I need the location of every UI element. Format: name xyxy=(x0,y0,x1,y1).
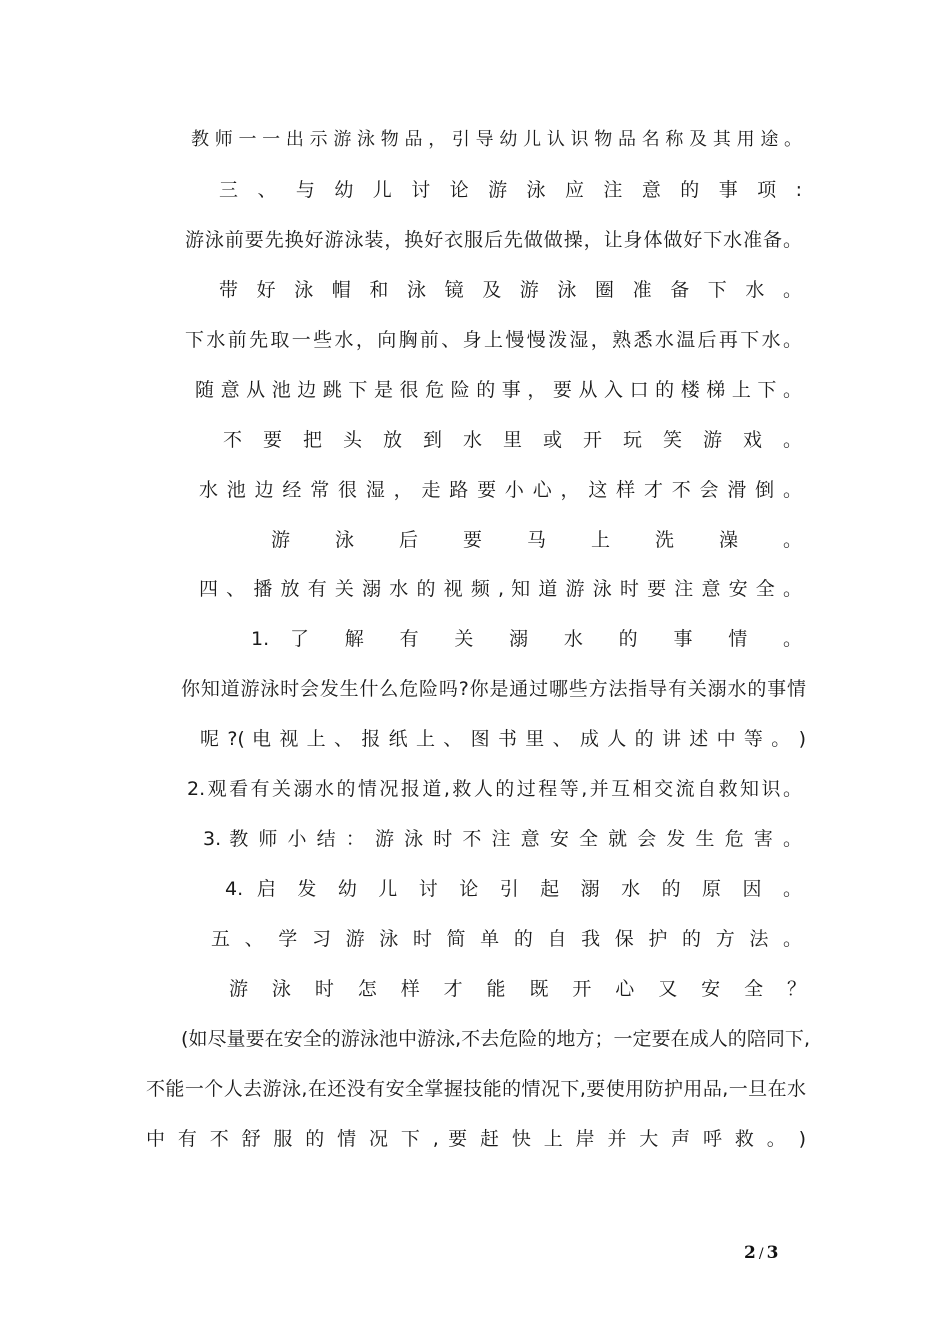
page-number xyxy=(744,1242,778,1265)
text-line: 3. 教 师 小 结 ： 游 泳 时 不 注 意 安 全 就 会 发 生 危 害 。 xyxy=(203,828,802,850)
text-line: 五 、 学 习 游 泳 时 简 单 的 自 我 保 护 的 方 法 。 xyxy=(211,928,802,950)
text-line: 呢 ?( 电 视 上 、 报 纸 上 、 图 书 里 、 成 人 的 讲 述 中 等 。 ) xyxy=(200,728,806,750)
text-line: 教 师 一 一 出 示 游 泳 物 品 ， 引 导 幼 儿 认 识 物 品 名 称 及 其 用 途 。 xyxy=(191,129,803,150)
text-line: 随 意 从 池 边 跳 下 是 很 危 险 的 事 ， 要 从 入 口 的 楼 梯 上 下 。 xyxy=(195,379,802,401)
text-line: 游 泳 后 要 马 上 洗 澡 。 xyxy=(271,529,802,551)
text-line: 三 、 与 幼 儿 讨 论 游 泳 应 注 意 的 事 项 : xyxy=(219,179,802,201)
current-page-number: 2 xyxy=(744,1243,756,1263)
total-pages-number: 3 xyxy=(766,1243,779,1263)
text-line: (如尽量要在安全的游泳池中游泳,不去危险的地方；一定要在成人的陪同下, xyxy=(181,1028,810,1050)
text-line: 2.观看有关溺水的情况报道,救人的过程等,并互相交流自救知识。 xyxy=(187,778,802,800)
text-line: 4. 启 发 幼 儿 讨 论 引 起 溺 水 的 原 因 。 xyxy=(225,878,802,900)
text-line: 1. 了 解 有 关 溺 水 的 事 情 。 xyxy=(251,628,802,650)
text-line: 水 池 边 经 常 很 湿 ， 走 路 要 小 心 ， 这 样 才 不 会 滑 倒 。 xyxy=(199,479,802,501)
text-line: 中 有 不 舒 服 的 情 况 下 , 要 赶 快 上 岸 并 大 声 呼 救 。 ) xyxy=(146,1128,806,1150)
text-line: 下水前先取一些水，向胸前、身上慢慢泼湿，熟悉水温后再下水。 xyxy=(185,329,802,351)
text-line: 不能一个人去游泳,在还没有安全掌握技能的情况下,要使用防护用品,一旦在水 xyxy=(146,1078,806,1100)
text-line: 游 泳 时 怎 样 才 能 既 开 心 又 安 全 ？ xyxy=(229,978,806,1000)
text-line: 四 、 播 放 有 关 溺 水 的 视 频 , 知 道 游 泳 时 要 注 意 安 全 。 xyxy=(199,578,802,600)
text-line: 不 要 把 头 放 到 水 里 或 开 玩 笑 游 戏 。 xyxy=(223,429,802,451)
page-separator: / xyxy=(758,1246,764,1262)
text-line: 带 好 泳 帽 和 泳 镜 及 游 泳 圈 准 备 下 水 。 xyxy=(219,279,802,301)
text-line: 你知道游泳时会发生什么危险吗?你是通过哪些方法指导有关溺水的事情 xyxy=(181,678,806,700)
text-line: 游泳前要先换好游泳装，换好衣服后先做做操，让身体做好下水准备。 xyxy=(185,229,802,251)
